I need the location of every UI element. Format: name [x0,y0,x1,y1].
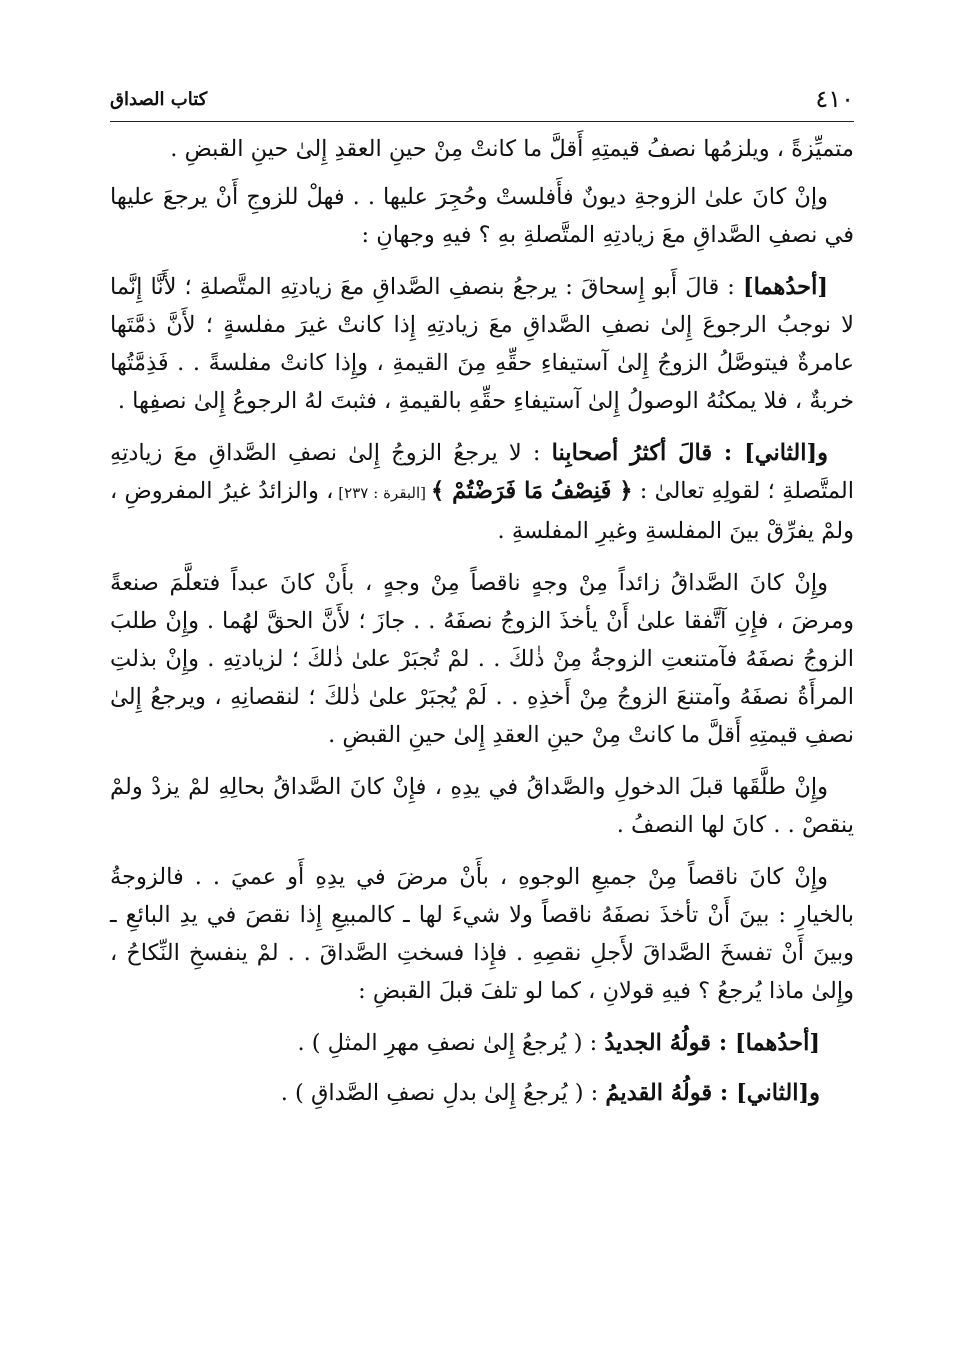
paragraph-text: : قالَ أَبو إِسحاقَ : يرجعُ بنصفِ الصَّداقِ معَ زيادتِهِ المتَّصلةِ ؛ لأَنَّا إِنَّما لا نوجبُ الرجوعَ إِلىٰ نصفِ الصَّداقِ معَ زيادتِهِ إِذا كانتْ غيرَ مفلسةٍ ؛ لأَنَّ ذمَّتَها عامرةٌ فيتوصَّلُ الزوجُ إِلىٰ آستيفاءِ حقِّهِ مِنَ القيمةِ ، وإِذا كانتْ مفلسةً . . فَذِمَّتُها خربةٌ ، فلا يمكنُهُ الوصولُ إِلىٰ آستيفاءِ حقِّهِ بالقيمةِ ، فثبتَ لهُ الرجوعُ إِلىٰ نصفِها . [110,274,854,414]
paragraph-lead: و[الثاني] [744,440,828,466]
quran-verse: ﴿ فَنِصْفُ مَا فَرَضْتُمْ ﴾ [430,478,633,504]
paragraph-7 [110,858,854,1010]
paragraph-9 [110,1074,854,1112]
paragraph-lead-2: : قولُهُ القديمُ [605,1080,737,1106]
page-body [110,130,854,1124]
header-rule [110,121,854,122]
paragraph-5 [110,564,854,754]
paragraph-text: وإِنْ كانَ الصَّداقُ زائداً مِنْ وجهٍ ناقصاً مِنْ وجهٍ ، بأَنْ كانَ عبداً فتعلَّمَ صنعةً ومرضَ ، فإِنِ آتَّفقا علىٰ أَنْ يأخذَ الزوجُ نصفَهُ . . جازَ ؛ لأَنَّ الحقَّ لهُما . وإِنْ طلبَ الزوجُ نصفَهُ فآمتنعتِ الزوجةُ مِنْ ذٰلكَ . . لمْ تُجبَرْ علىٰ ذٰلكَ ؛ لزيادتِهِ . وإِنْ بذلتِ المرأَةُ نصفَهُ وآمتنعَ الزوجُ مِنْ أَخذِهِ . . لَمْ يُجبَرْ علىٰ ذٰلكَ ؛ لنقصانِهِ ، ويرجعُ إِلىٰ نصفِ قيمتِهِ أَقلَّ ما كانتْ مِنْ حينِ العقدِ إِلىٰ حينِ القبضِ . [110,570,854,748]
paragraph-text: وإِنْ كانَ ناقصاً مِنْ جميعِ الوجوهِ ، بأَنْ مرضَ في يدِهِ أَو عميَ . . فالزوجةُ بالخيارِ : بينَ أَنْ تأخذَ نصفَهُ ناقصاً ولا شيءَ لها ـ كالمبيعِ إِذا نقصَ في يدِ البائعِ ـ وبينَ أَنْ تفسخَ الصَّداقَ لأَجلِ نقصِهِ . فإِذا فسختِ الصَّداقَ . . لمْ ينفسخِ النِّكاحُ ، وإِلىٰ ماذا يُرجعُ ؟ فيهِ قولانِ ، كما لو تلفَ قبلَ القبضِ : [110,864,854,1004]
paragraph-2 [110,178,854,254]
paragraph-text: وإِنْ طلَّقَها قبلَ الدخولِ والصَّداقُ في يدِهِ ، فإِنْ كانَ الصَّداقُ بحالِهِ لمْ يزدْ ولمْ ينقصْ . . كانَ لها النصفُ . [110,774,854,838]
paragraph-text: : ( يُرجعُ إِلىٰ بدلِ نصفِ الصَّداقِ ) . [280,1080,606,1106]
paragraph-lead: و[الثاني] [736,1080,820,1106]
page-number: ٤١٠ [815,85,854,113]
page-header [110,84,854,118]
paragraph-3 [110,268,854,420]
paragraph-text: : لا يرجعُ الزوجُ إِلىٰ نصفِ الصَّداقِ معَ زيادتِهِ المتَّصلةِ ؛ لقولِهِ تعالىٰ : [110,440,855,504]
paragraph-lead-2: : قولُهُ الجديدُ [604,1030,735,1056]
paragraph-lead: [أحدُهما] [735,1030,820,1056]
paragraph-lead-2: : قالَ أكثرُ أصحابِنا [551,440,745,466]
paragraph-text: متميِّزةً ، ويلزمُها نصفُ قيمتِهِ أَقلَّ ما كانتْ مِنْ حينِ العقدِ إِلىٰ حينِ القبضِ . [170,136,854,162]
paragraph-6 [110,768,854,844]
paragraph-lead: [أحدُهما] [743,274,828,300]
paragraph-4 [110,434,854,550]
verse-reference: [البقرة : ٢٣٧] [333,484,431,502]
paragraph-text: : ( يُرجعُ إِلىٰ نصفِ مهرِ المثلِ ) . [297,1030,605,1056]
paragraph-text-2: ، والزائدُ غيرُ المفروضِ ، ولمْ يفرِّقْ بينَ المفلسةِ وغيرِ المفلسةِ . [110,478,854,544]
paragraph-1 [110,130,854,168]
paragraph-8 [110,1024,854,1062]
running-title: كتاب الصداق [110,89,208,110]
paragraph-text: وإنْ كانَ علىٰ الزوجةِ ديونٌ فأَفلستْ وحُجِرَ عليها . . فهلْ للزوجِ أَنْ يرجعَ عليها في نصفِ الصَّداقِ معَ زيادتِهِ المتَّصلةِ بهِ ؟ فيهِ وجهانِ : [110,184,854,248]
